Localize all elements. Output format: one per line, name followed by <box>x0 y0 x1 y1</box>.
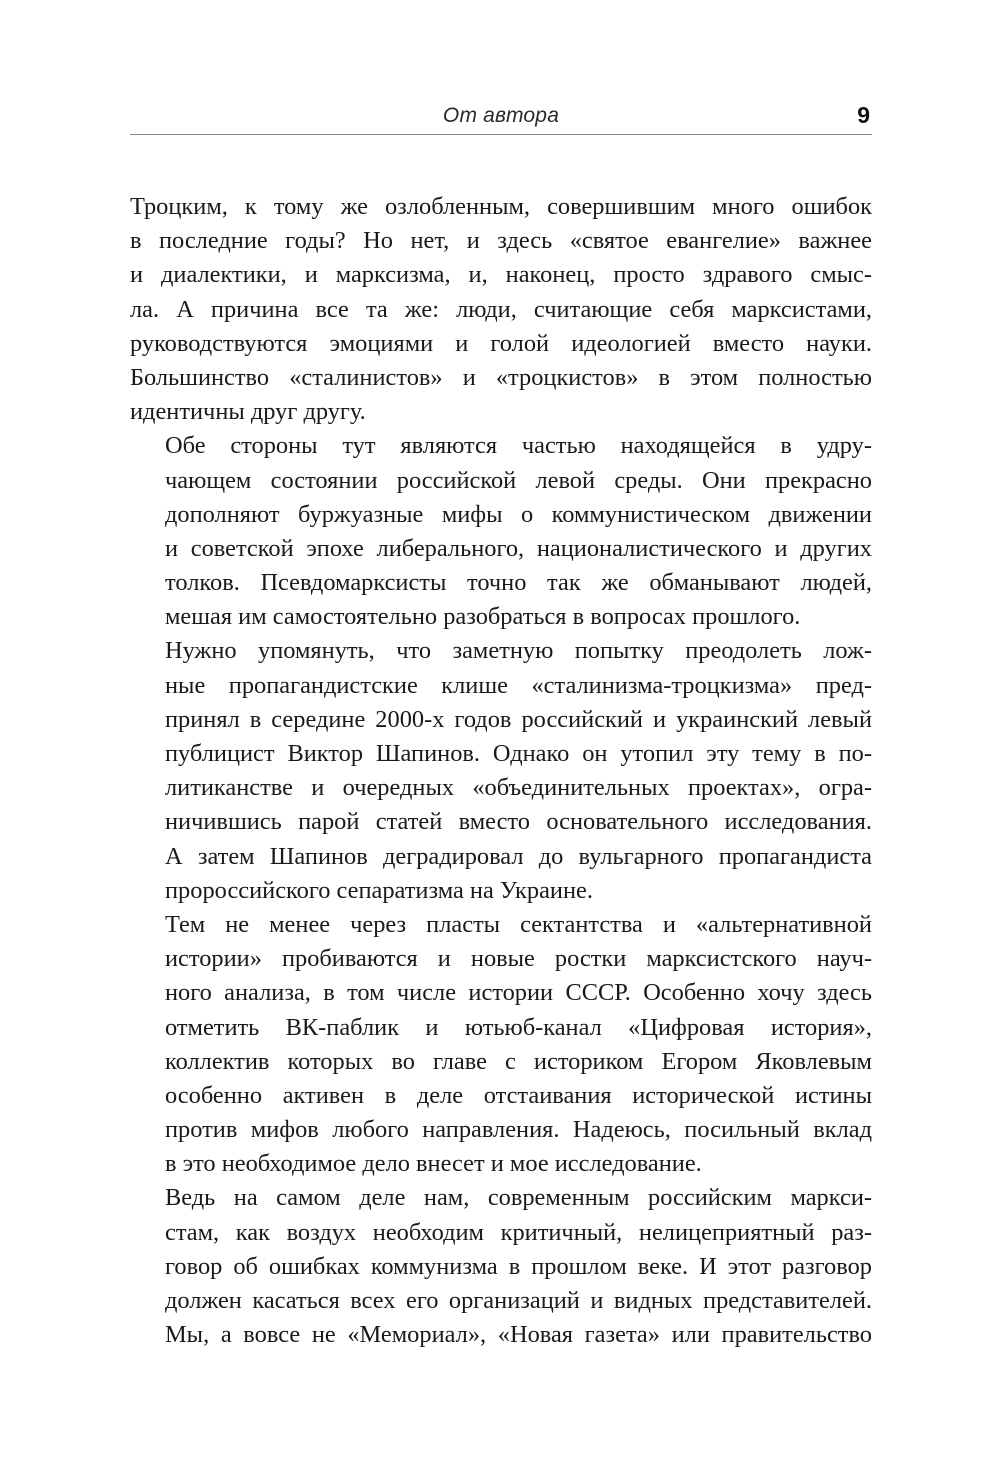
text-line: руководствуются эмоциями и голой идеологией вместо науки. <box>130 329 872 357</box>
text-line: Большинство «сталинистов» и «троцкистов» в этом полностью <box>130 363 872 391</box>
text-line: особенно активен в деле отстаивания исторической истины <box>165 1081 872 1109</box>
text-line: дополняют буржуазные мифы о коммунистическом движении <box>165 500 872 528</box>
text-line: ные пропагандистские клише «сталинизма-троцкизма» пред- <box>165 671 872 699</box>
text-line: пророссийского сепаратизма на Украине. <box>165 876 593 904</box>
text-line: стам, как воздух необходим критичный, нелицеприятный раз- <box>165 1218 872 1246</box>
paragraph <box>130 634 872 908</box>
text-line: Троцким, к тому же озлобленным, совершившим много ошибок <box>130 193 872 220</box>
paragraph <box>130 429 872 634</box>
body-text <box>130 190 872 1352</box>
running-title: От автора <box>442 104 560 127</box>
text-line: говор об ошибках коммунизма в прошлом веке. И этот разговор <box>165 1252 872 1280</box>
running-header <box>130 100 872 135</box>
text-line: в это необходимое дело внесет и мое исследование. <box>165 1150 702 1178</box>
text-line: против мифов любого направления. Надеюсь, посильный вклад <box>165 1116 872 1144</box>
text-line: Ведь на самом деле нам, современным российским маркси- <box>165 1184 872 1212</box>
text-line: идентичны друг другу. <box>130 398 366 426</box>
text-line: литиканстве и очередных «объединительных проектах», огра- <box>165 774 872 802</box>
text-line: публицист Виктор Шапинов. Однако он утопил эту тему в по- <box>165 740 872 767</box>
text-line: Нужно упомянуть, что заметную попытку преодолеть лож- <box>165 637 872 665</box>
text-line: Обе стороны тут являются частью находящейся в удру- <box>165 432 872 460</box>
text-line: Тем не менее через пласты сектантства и «альтернативной <box>165 910 872 938</box>
text-line: и советской эпохе либерального, националистического и других <box>165 534 872 562</box>
text-line: мешая им самостоятельно разобраться в вопросах прошлого. <box>165 603 801 631</box>
text-line: истории» пробиваются и новые ростки марксистского науч- <box>165 945 872 973</box>
text-line: и диалектики, и марксизма, и, наконец, просто здравого смыс- <box>130 261 872 289</box>
text-line: толков. Псевдомарксисты точно так же обманывают людей, <box>165 569 872 597</box>
text-line: принял в середине 2000-х годов российский и украинский левый <box>165 705 872 733</box>
paragraph <box>130 1181 872 1352</box>
text-line: чающем состоянии российской левой среды. Они прекрасно <box>165 466 872 494</box>
paragraph <box>130 908 872 1182</box>
text-line: Мы, а вовсе не «Мемориал», «Новая газета» или правительство <box>165 1321 872 1349</box>
text-line: должен касаться всех его организаций и видных представителей. <box>165 1287 872 1314</box>
paragraph <box>130 190 872 429</box>
text-line: коллектив которых во главе с историком Егором Яковлевым <box>165 1047 872 1075</box>
page-number: 9 <box>857 102 870 128</box>
text-line: отметить ВК-паблик и ютьюб-канал «Цифровая история», <box>165 1013 872 1041</box>
text-line: ла. А причина все та же: люди, считающие себя марксистами, <box>130 295 872 323</box>
text-line: в последние годы? Но нет, и здесь «святое евангелие» важнее <box>130 227 872 255</box>
text-line: ничившись парой статей вместо основательного исследования. <box>165 808 872 836</box>
text-line: ного анализа, в том числе истории СССР. Особенно хочу здесь <box>165 979 872 1007</box>
text-line: А затем Шапинов деградировал до вульгарного пропагандиста <box>165 842 872 870</box>
